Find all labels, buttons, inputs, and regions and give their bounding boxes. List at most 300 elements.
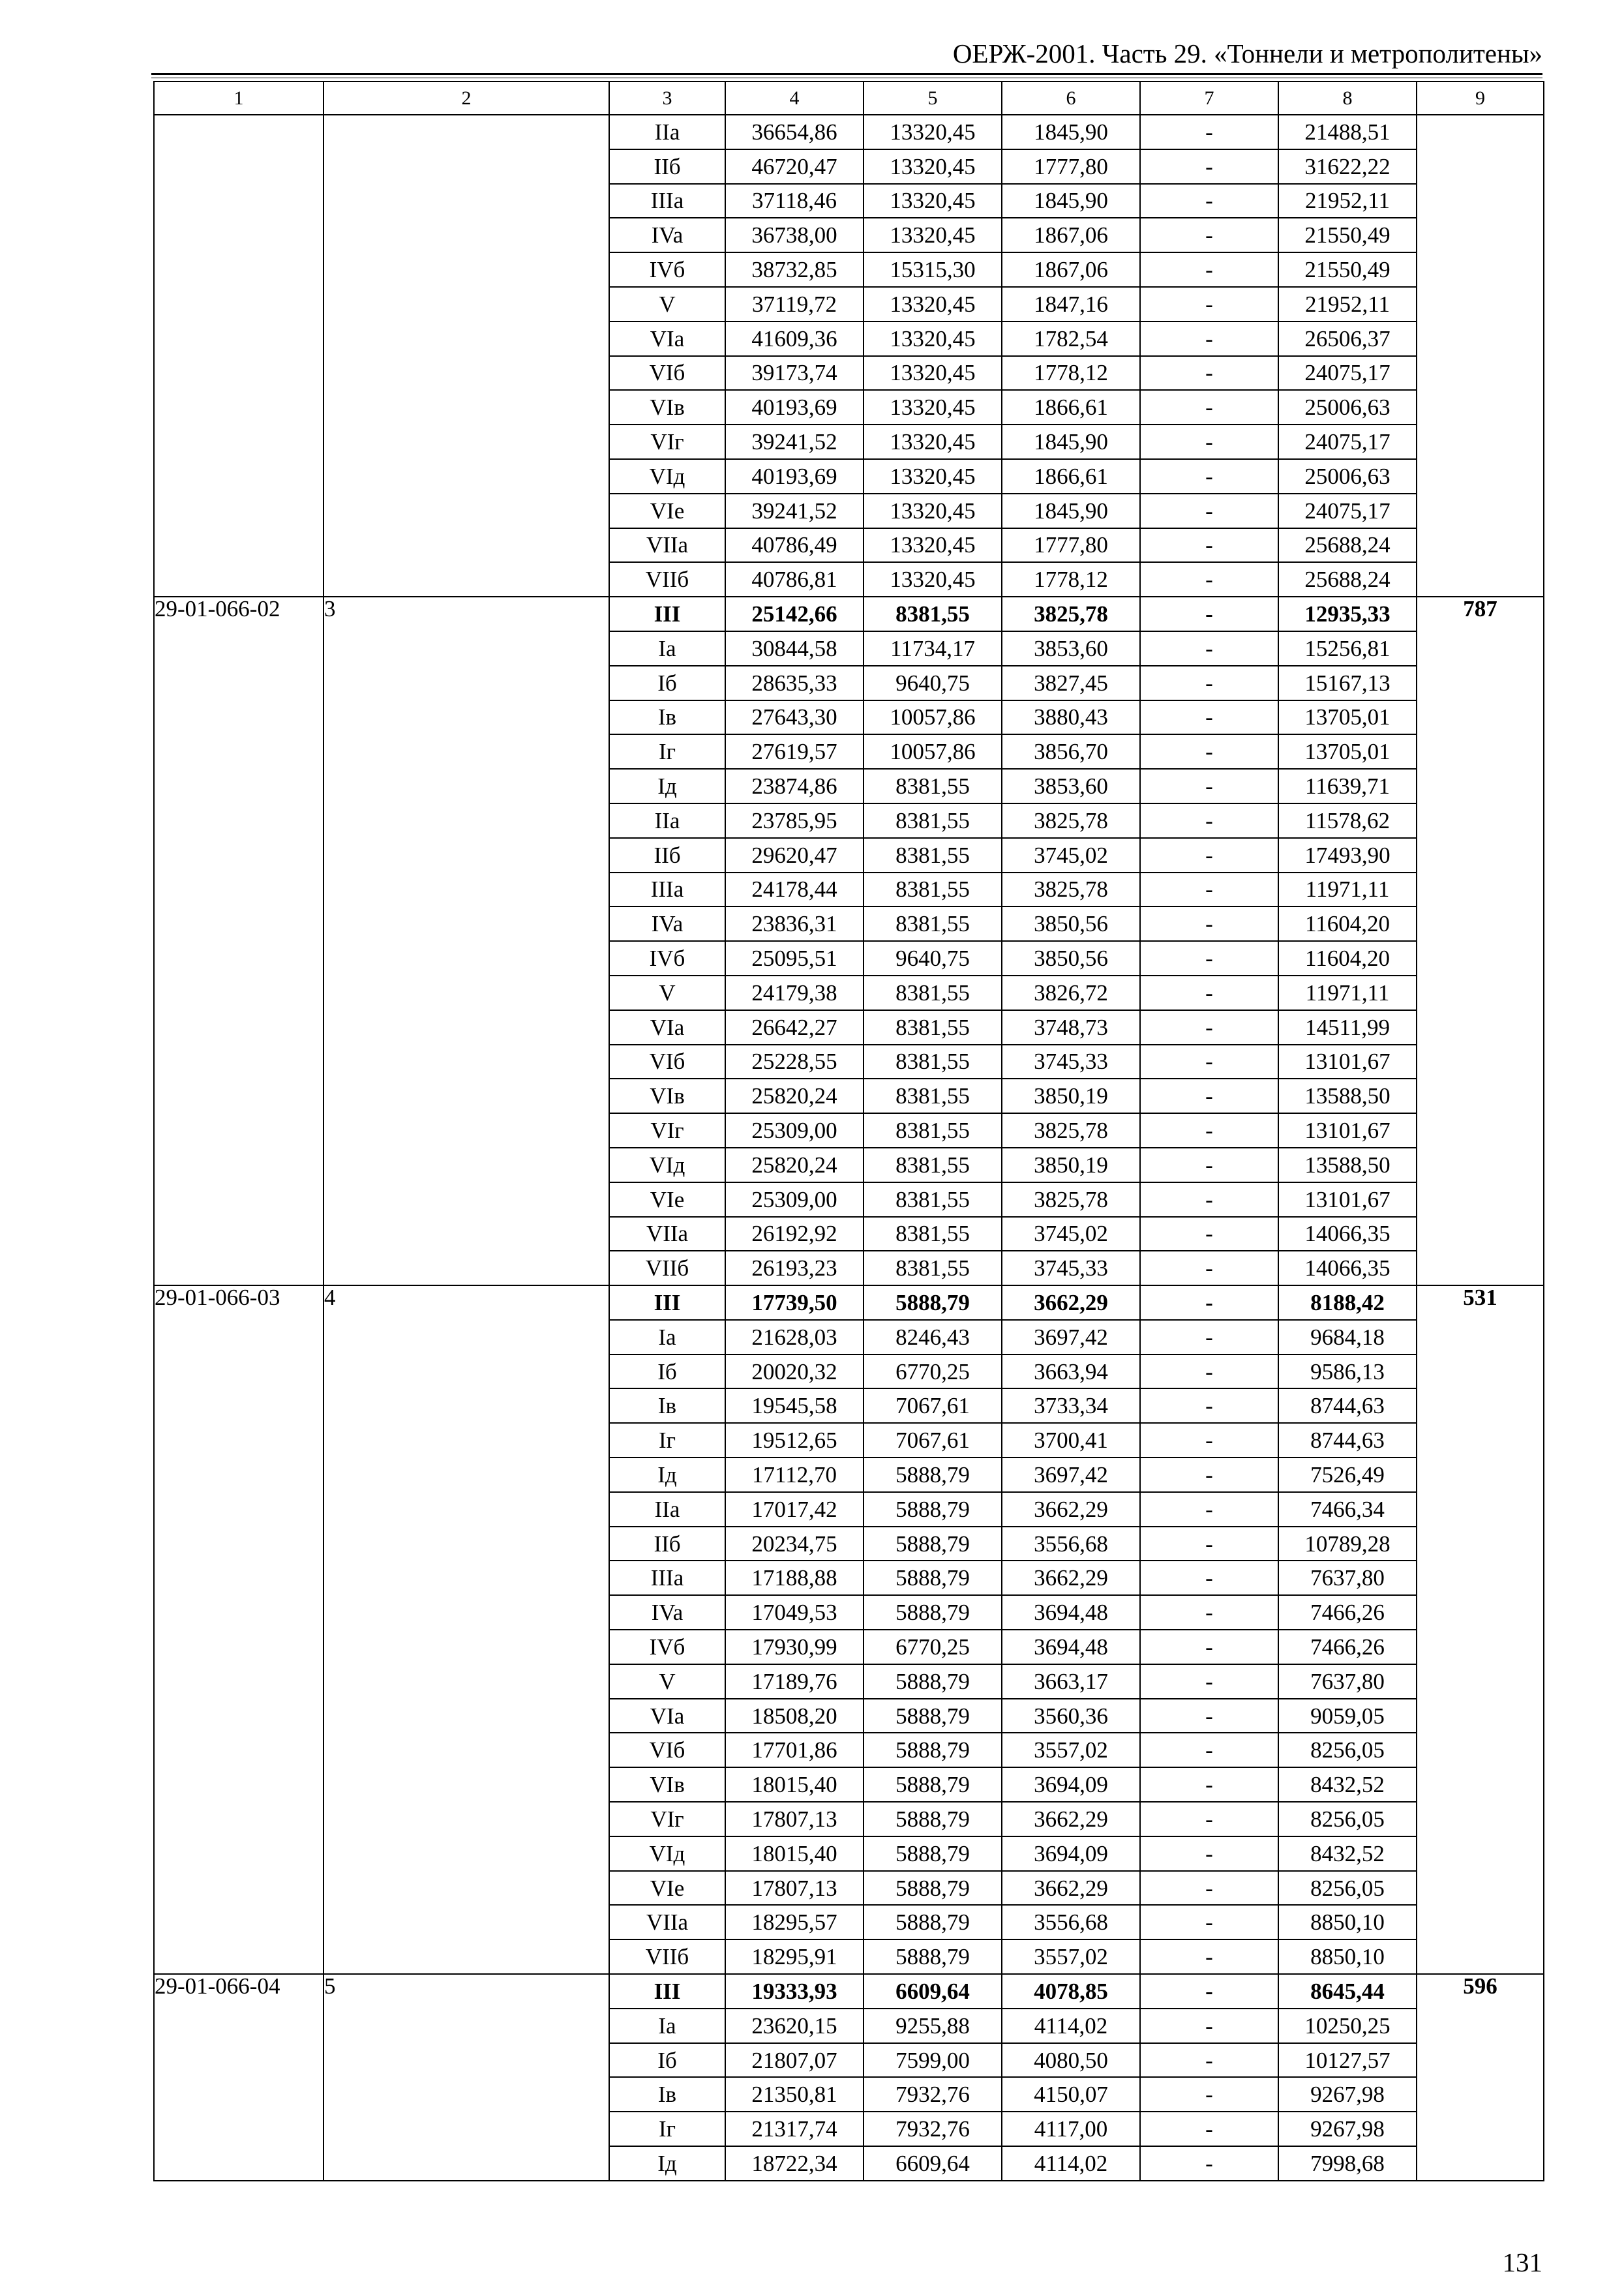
value-cell: 15167,13 <box>1278 666 1417 700</box>
value-cell: 10789,28 <box>1278 1527 1417 1561</box>
value-cell: 13320,45 <box>864 356 1002 391</box>
value-cell: 3748,73 <box>1002 1010 1140 1045</box>
value-cell: 8188,42 <box>1278 1285 1417 1320</box>
value-cell: 9586,13 <box>1278 1354 1417 1389</box>
value-cell: - <box>1140 734 1278 769</box>
value-cell: 1847,16 <box>1002 287 1140 322</box>
value-cell: 13588,50 <box>1278 1079 1417 1113</box>
value-cell: - <box>1140 1079 1278 1113</box>
value-cell: 24179,38 <box>725 976 864 1010</box>
value-cell: 3856,70 <box>1002 734 1140 769</box>
value-cell: 38732,85 <box>725 252 864 287</box>
value-cell: 5888,79 <box>864 1802 1002 1836</box>
value-cell: 17112,70 <box>725 1458 864 1492</box>
value-cell: 17930,99 <box>725 1630 864 1664</box>
value-cell: 13320,45 <box>864 149 1002 184</box>
value-cell: - <box>1140 1699 1278 1733</box>
labor-cost-cell: 531 <box>1417 1285 1544 1974</box>
zone-code-cell: VIIб <box>609 562 725 597</box>
value-cell: 23874,86 <box>725 769 864 803</box>
zone-code-cell: VIб <box>609 1733 725 1767</box>
value-cell: 27619,57 <box>725 734 864 769</box>
value-cell: 3694,48 <box>1002 1630 1140 1664</box>
value-cell: 17189,76 <box>725 1664 864 1699</box>
value-cell: 5888,79 <box>864 1595 1002 1630</box>
value-cell: 3694,09 <box>1002 1836 1140 1871</box>
value-cell: - <box>1140 1113 1278 1148</box>
value-cell: 36738,00 <box>725 218 864 252</box>
value-cell: 13101,67 <box>1278 1113 1417 1148</box>
value-cell: 7637,80 <box>1278 1561 1417 1595</box>
value-cell: 1845,90 <box>1002 184 1140 218</box>
value-cell: 3745,33 <box>1002 1045 1140 1079</box>
value-cell: 11971,11 <box>1278 873 1417 907</box>
group-number: 4 <box>323 1285 609 1974</box>
column-number: 4 <box>725 82 864 115</box>
zone-code-cell: Iд <box>609 2146 725 2181</box>
value-cell: 3662,29 <box>1002 1802 1140 1836</box>
value-cell: 3694,48 <box>1002 1595 1140 1630</box>
value-cell: - <box>1140 1836 1278 1871</box>
value-cell: - <box>1140 1905 1278 1939</box>
table-row <box>154 1285 1544 1320</box>
value-cell: 1867,06 <box>1002 218 1140 252</box>
header-rule <box>151 73 1542 75</box>
table-body <box>154 82 1544 2181</box>
value-cell: - <box>1140 2009 1278 2043</box>
resource-code: 29-01-066-04 <box>154 1974 323 2181</box>
value-cell: 15315,30 <box>864 252 1002 287</box>
value-cell: 13320,45 <box>864 184 1002 218</box>
zone-code-cell: VIг <box>609 1802 725 1836</box>
value-cell: 13320,45 <box>864 218 1002 252</box>
value-cell: 7932,76 <box>864 2112 1002 2146</box>
value-cell: 26192,92 <box>725 1217 864 1251</box>
zone-code-cell: IVб <box>609 252 725 287</box>
value-cell: 4150,07 <box>1002 2077 1140 2112</box>
value-cell: - <box>1140 2043 1278 2078</box>
value-cell: 39173,74 <box>725 356 864 391</box>
zone-code-cell: IIб <box>609 149 725 184</box>
value-cell: 3853,60 <box>1002 631 1140 666</box>
zone-code-cell: Iв <box>609 2077 725 2112</box>
value-cell: 25688,24 <box>1278 528 1417 563</box>
price-table <box>153 81 1544 2181</box>
value-cell: - <box>1140 1974 1278 2009</box>
value-cell: 13101,67 <box>1278 1045 1417 1079</box>
value-cell: 3850,19 <box>1002 1079 1140 1113</box>
value-cell: 24075,17 <box>1278 356 1417 391</box>
value-cell: 3745,33 <box>1002 1251 1140 1285</box>
value-cell: 3853,60 <box>1002 769 1140 803</box>
value-cell: 3697,42 <box>1002 1458 1140 1492</box>
value-cell: 7067,61 <box>864 1388 1002 1423</box>
value-cell: - <box>1140 1045 1278 1079</box>
zone-code-cell: IVб <box>609 1630 725 1664</box>
value-cell: 13588,50 <box>1278 1148 1417 1182</box>
group-number <box>323 115 609 597</box>
value-cell: 25688,24 <box>1278 562 1417 597</box>
value-cell: 13705,01 <box>1278 734 1417 769</box>
zone-code-cell: VIв <box>609 1767 725 1802</box>
zone-code-cell: IIIa <box>609 184 725 218</box>
value-cell: 28635,33 <box>725 666 864 700</box>
value-cell: 40193,69 <box>725 390 864 425</box>
value-cell: - <box>1140 1320 1278 1354</box>
value-cell: 3662,29 <box>1002 1285 1140 1320</box>
value-cell: 19333,93 <box>725 1974 864 2009</box>
value-cell: 40786,81 <box>725 562 864 597</box>
zone-code-cell: III <box>609 597 725 631</box>
zone-code-cell: V <box>609 1664 725 1699</box>
value-cell: 8256,05 <box>1278 1871 1417 1906</box>
value-cell: 5888,79 <box>864 1527 1002 1561</box>
value-cell: 3850,56 <box>1002 906 1140 941</box>
zone-code-cell: VIб <box>609 1045 725 1079</box>
column-number: 2 <box>323 82 609 115</box>
value-cell: 8381,55 <box>864 1148 1002 1182</box>
zone-code-cell: VIIa <box>609 1905 725 1939</box>
labor-cost-cell: 596 <box>1417 1974 1544 2181</box>
zone-code-cell: IIIa <box>609 1561 725 1595</box>
resource-code: 29-01-066-02 <box>154 597 323 1285</box>
value-cell: - <box>1140 597 1278 631</box>
value-cell: 13320,45 <box>864 459 1002 494</box>
value-cell: 3825,78 <box>1002 803 1140 838</box>
value-cell: - <box>1140 184 1278 218</box>
zone-code-cell: VIIб <box>609 1251 725 1285</box>
value-cell: 8381,55 <box>864 597 1002 631</box>
value-cell: 7599,00 <box>864 2043 1002 2078</box>
value-cell: 17739,50 <box>725 1285 864 1320</box>
value-cell: 4080,50 <box>1002 2043 1140 2078</box>
value-cell: 4114,02 <box>1002 2146 1140 2181</box>
value-cell: 20020,32 <box>725 1354 864 1389</box>
value-cell: - <box>1140 1561 1278 1595</box>
zone-code-cell: Iд <box>609 769 725 803</box>
value-cell: 9640,75 <box>864 666 1002 700</box>
value-cell: 7466,34 <box>1278 1492 1417 1527</box>
zone-code-cell: III <box>609 1974 725 2009</box>
group-number: 3 <box>323 597 609 1285</box>
value-cell: 10250,25 <box>1278 2009 1417 2043</box>
value-cell: 25095,51 <box>725 941 864 976</box>
zone-code-cell: V <box>609 976 725 1010</box>
value-cell: 8381,55 <box>864 1251 1002 1285</box>
value-cell: 5888,79 <box>864 1905 1002 1939</box>
zone-code-cell: VIг <box>609 425 725 459</box>
value-cell: - <box>1140 1217 1278 1251</box>
zone-code-cell: VIв <box>609 390 725 425</box>
value-cell: 10057,86 <box>864 700 1002 735</box>
value-cell: 21952,11 <box>1278 287 1417 322</box>
value-cell: 1778,12 <box>1002 356 1140 391</box>
value-cell: - <box>1140 218 1278 252</box>
table-row <box>154 115 1544 149</box>
value-cell: 3825,78 <box>1002 1182 1140 1217</box>
value-cell: 3556,68 <box>1002 1905 1140 1939</box>
zone-code-cell: IIб <box>609 838 725 873</box>
value-cell: 7526,49 <box>1278 1458 1417 1492</box>
value-cell: 41609,36 <box>725 322 864 356</box>
zone-code-cell: IVa <box>609 1595 725 1630</box>
column-number: 9 <box>1417 82 1544 115</box>
value-cell: - <box>1140 2077 1278 2112</box>
value-cell: 17017,42 <box>725 1492 864 1527</box>
value-cell: 40193,69 <box>725 459 864 494</box>
value-cell: 7466,26 <box>1278 1630 1417 1664</box>
value-cell: 1845,90 <box>1002 494 1140 528</box>
value-cell: - <box>1140 2146 1278 2181</box>
value-cell: 11578,62 <box>1278 803 1417 838</box>
zone-code-cell: VIa <box>609 1699 725 1733</box>
value-cell: 25820,24 <box>725 1079 864 1113</box>
value-cell: - <box>1140 1630 1278 1664</box>
value-cell: 11734,17 <box>864 631 1002 666</box>
zone-code-cell: V <box>609 287 725 322</box>
value-cell: 3880,43 <box>1002 700 1140 735</box>
value-cell: 6609,64 <box>864 2146 1002 2181</box>
value-cell: 18295,91 <box>725 1939 864 1974</box>
value-cell: 1866,61 <box>1002 390 1140 425</box>
value-cell: - <box>1140 1492 1278 1527</box>
value-cell: 5888,79 <box>864 1285 1002 1320</box>
zone-code-cell: VIIб <box>609 1939 725 1974</box>
value-cell: 8850,10 <box>1278 1905 1417 1939</box>
resource-code: 29-01-066-03 <box>154 1285 323 1974</box>
value-cell: 3557,02 <box>1002 1733 1140 1767</box>
labor-cost-cell <box>1417 115 1544 597</box>
value-cell: 5888,79 <box>864 1939 1002 1974</box>
value-cell: - <box>1140 1595 1278 1630</box>
value-cell: 9267,98 <box>1278 2112 1417 2146</box>
value-cell: 7637,80 <box>1278 1664 1417 1699</box>
value-cell: 8432,52 <box>1278 1767 1417 1802</box>
page-header-title: ОЕРЖ-2001. Часть 29. «Тоннели и метрополитены» <box>952 38 1542 68</box>
value-cell: 21317,74 <box>725 2112 864 2146</box>
value-cell: - <box>1140 494 1278 528</box>
value-cell: - <box>1140 1010 1278 1045</box>
value-cell: - <box>1140 2112 1278 2146</box>
value-cell: 3826,72 <box>1002 976 1140 1010</box>
value-cell: 13320,45 <box>864 425 1002 459</box>
zone-code-cell: Ia <box>609 631 725 666</box>
table-row <box>154 597 1544 631</box>
value-cell: 26193,23 <box>725 1251 864 1285</box>
value-cell: - <box>1140 666 1278 700</box>
value-cell: 3825,78 <box>1002 873 1140 907</box>
value-cell: 6770,25 <box>864 1630 1002 1664</box>
value-cell: 11604,20 <box>1278 941 1417 976</box>
zone-code-cell: VIв <box>609 1079 725 1113</box>
value-cell: 8645,44 <box>1278 1974 1417 2009</box>
value-cell: 7067,61 <box>864 1423 1002 1458</box>
value-cell: 21350,81 <box>725 2077 864 2112</box>
value-cell: 26506,37 <box>1278 322 1417 356</box>
group-number: 5 <box>323 1974 609 2181</box>
value-cell: 46720,47 <box>725 149 864 184</box>
value-cell: 7998,68 <box>1278 2146 1417 2181</box>
zone-code-cell: VIб <box>609 356 725 391</box>
zone-code-cell: VIд <box>609 1148 725 1182</box>
value-cell: 19545,58 <box>725 1388 864 1423</box>
value-cell: 25228,55 <box>725 1045 864 1079</box>
page-number: 131 <box>1502 2247 1542 2277</box>
value-cell: 8381,55 <box>864 1217 1002 1251</box>
value-cell: 23836,31 <box>725 906 864 941</box>
value-cell: 13320,45 <box>864 322 1002 356</box>
value-cell: 8381,55 <box>864 1079 1002 1113</box>
value-cell: - <box>1140 1939 1278 1974</box>
value-cell: - <box>1140 1458 1278 1492</box>
value-cell: 3556,68 <box>1002 1527 1140 1561</box>
value-cell: 24178,44 <box>725 873 864 907</box>
value-cell: 13101,67 <box>1278 1182 1417 1217</box>
zone-code-cell: VIe <box>609 494 725 528</box>
table-row <box>154 1974 1544 2009</box>
value-cell: - <box>1140 425 1278 459</box>
value-cell: 3733,34 <box>1002 1388 1140 1423</box>
value-cell: 3557,02 <box>1002 1939 1140 1974</box>
zone-code-cell: Iг <box>609 1423 725 1458</box>
zone-code-cell: IIб <box>609 1527 725 1561</box>
zone-code-cell: VIe <box>609 1182 725 1217</box>
value-cell: 25820,24 <box>725 1148 864 1182</box>
value-cell: 5888,79 <box>864 1836 1002 1871</box>
value-cell: - <box>1140 459 1278 494</box>
column-number: 5 <box>864 82 1002 115</box>
value-cell: 9059,05 <box>1278 1699 1417 1733</box>
value-cell: 1867,06 <box>1002 252 1140 287</box>
value-cell: 18722,34 <box>725 2146 864 2181</box>
value-cell: - <box>1140 322 1278 356</box>
value-cell: 5888,79 <box>864 1458 1002 1492</box>
value-cell: 3663,17 <box>1002 1664 1140 1699</box>
zone-code-cell: VIIa <box>609 1217 725 1251</box>
value-cell: - <box>1140 1354 1278 1389</box>
value-cell: 1845,90 <box>1002 115 1140 149</box>
value-cell: 8432,52 <box>1278 1836 1417 1871</box>
value-cell: 17807,13 <box>725 1871 864 1906</box>
value-cell: 37119,72 <box>725 287 864 322</box>
value-cell: 14066,35 <box>1278 1251 1417 1285</box>
value-cell: 39241,52 <box>725 425 864 459</box>
value-cell: 17188,88 <box>725 1561 864 1595</box>
value-cell: - <box>1140 769 1278 803</box>
value-cell: 8256,05 <box>1278 1802 1417 1836</box>
value-cell: 25006,63 <box>1278 390 1417 425</box>
zone-code-cell: Iб <box>609 1354 725 1389</box>
value-cell: 3697,42 <box>1002 1320 1140 1354</box>
value-cell: 3745,02 <box>1002 1217 1140 1251</box>
column-number: 7 <box>1140 82 1278 115</box>
value-cell: 9640,75 <box>864 941 1002 976</box>
value-cell: 29620,47 <box>725 838 864 873</box>
zone-code-cell: Iг <box>609 734 725 769</box>
value-cell: 3663,94 <box>1002 1354 1140 1389</box>
value-cell: 17049,53 <box>725 1595 864 1630</box>
value-cell: 3662,29 <box>1002 1871 1140 1906</box>
value-cell: 1782,54 <box>1002 322 1140 356</box>
zone-code-cell: Iд <box>609 1458 725 1492</box>
value-cell: - <box>1140 1251 1278 1285</box>
zone-code-cell: Ia <box>609 1320 725 1354</box>
value-cell: 18295,57 <box>725 1905 864 1939</box>
value-cell: 14066,35 <box>1278 1217 1417 1251</box>
value-cell: - <box>1140 1733 1278 1767</box>
value-cell: 8381,55 <box>864 1045 1002 1079</box>
value-cell: - <box>1140 1388 1278 1423</box>
value-cell: 13320,45 <box>864 562 1002 597</box>
value-cell: 3560,36 <box>1002 1699 1140 1733</box>
value-cell: - <box>1140 562 1278 597</box>
value-cell: 25309,00 <box>725 1182 864 1217</box>
value-cell: 21550,49 <box>1278 252 1417 287</box>
value-cell: - <box>1140 252 1278 287</box>
value-cell: 3825,78 <box>1002 597 1140 631</box>
value-cell: 12935,33 <box>1278 597 1417 631</box>
value-cell: 8381,55 <box>864 769 1002 803</box>
value-cell: 4114,02 <box>1002 2009 1140 2043</box>
value-cell: 8850,10 <box>1278 1939 1417 1974</box>
value-cell: 8381,55 <box>864 838 1002 873</box>
value-cell: 8381,55 <box>864 906 1002 941</box>
zone-code-cell: Ia <box>609 2009 725 2043</box>
zone-code-cell: VIд <box>609 459 725 494</box>
value-cell: 5888,79 <box>864 1699 1002 1733</box>
value-cell: 18015,40 <box>725 1836 864 1871</box>
value-cell: 23785,95 <box>725 803 864 838</box>
value-cell: 24075,17 <box>1278 425 1417 459</box>
value-cell: - <box>1140 941 1278 976</box>
value-cell: 3662,29 <box>1002 1492 1140 1527</box>
zone-code-cell: Iб <box>609 2043 725 2078</box>
value-cell: - <box>1140 1767 1278 1802</box>
value-cell: 13320,45 <box>864 287 1002 322</box>
value-cell: - <box>1140 906 1278 941</box>
value-cell: 7466,26 <box>1278 1595 1417 1630</box>
value-cell: 8744,63 <box>1278 1423 1417 1458</box>
zone-code-cell: IVб <box>609 941 725 976</box>
value-cell: 6609,64 <box>864 1974 1002 2009</box>
value-cell: 14511,99 <box>1278 1010 1417 1045</box>
value-cell: 11604,20 <box>1278 906 1417 941</box>
value-cell: 9255,88 <box>864 2009 1002 2043</box>
zone-code-cell: VIг <box>609 1113 725 1148</box>
value-cell: 18015,40 <box>725 1767 864 1802</box>
value-cell: 17807,13 <box>725 1802 864 1836</box>
column-number: 6 <box>1002 82 1140 115</box>
value-cell: 8381,55 <box>864 1182 1002 1217</box>
value-cell: 1777,80 <box>1002 528 1140 563</box>
value-cell: - <box>1140 1148 1278 1182</box>
value-cell: - <box>1140 700 1278 735</box>
zone-code-cell: Iв <box>609 700 725 735</box>
value-cell: 13705,01 <box>1278 700 1417 735</box>
zone-code-cell: IIa <box>609 803 725 838</box>
value-cell: 21628,03 <box>725 1320 864 1354</box>
value-cell: 11971,11 <box>1278 976 1417 1010</box>
value-cell: 40786,49 <box>725 528 864 563</box>
value-cell: - <box>1140 1871 1278 1906</box>
column-number: 3 <box>609 82 725 115</box>
zone-code-cell: IIa <box>609 1492 725 1527</box>
zone-code-cell: VIa <box>609 322 725 356</box>
zone-code-cell: Iг <box>609 2112 725 2146</box>
value-cell: 4078,85 <box>1002 1974 1140 2009</box>
zone-code-cell: VIa <box>609 1010 725 1045</box>
value-cell: - <box>1140 1527 1278 1561</box>
